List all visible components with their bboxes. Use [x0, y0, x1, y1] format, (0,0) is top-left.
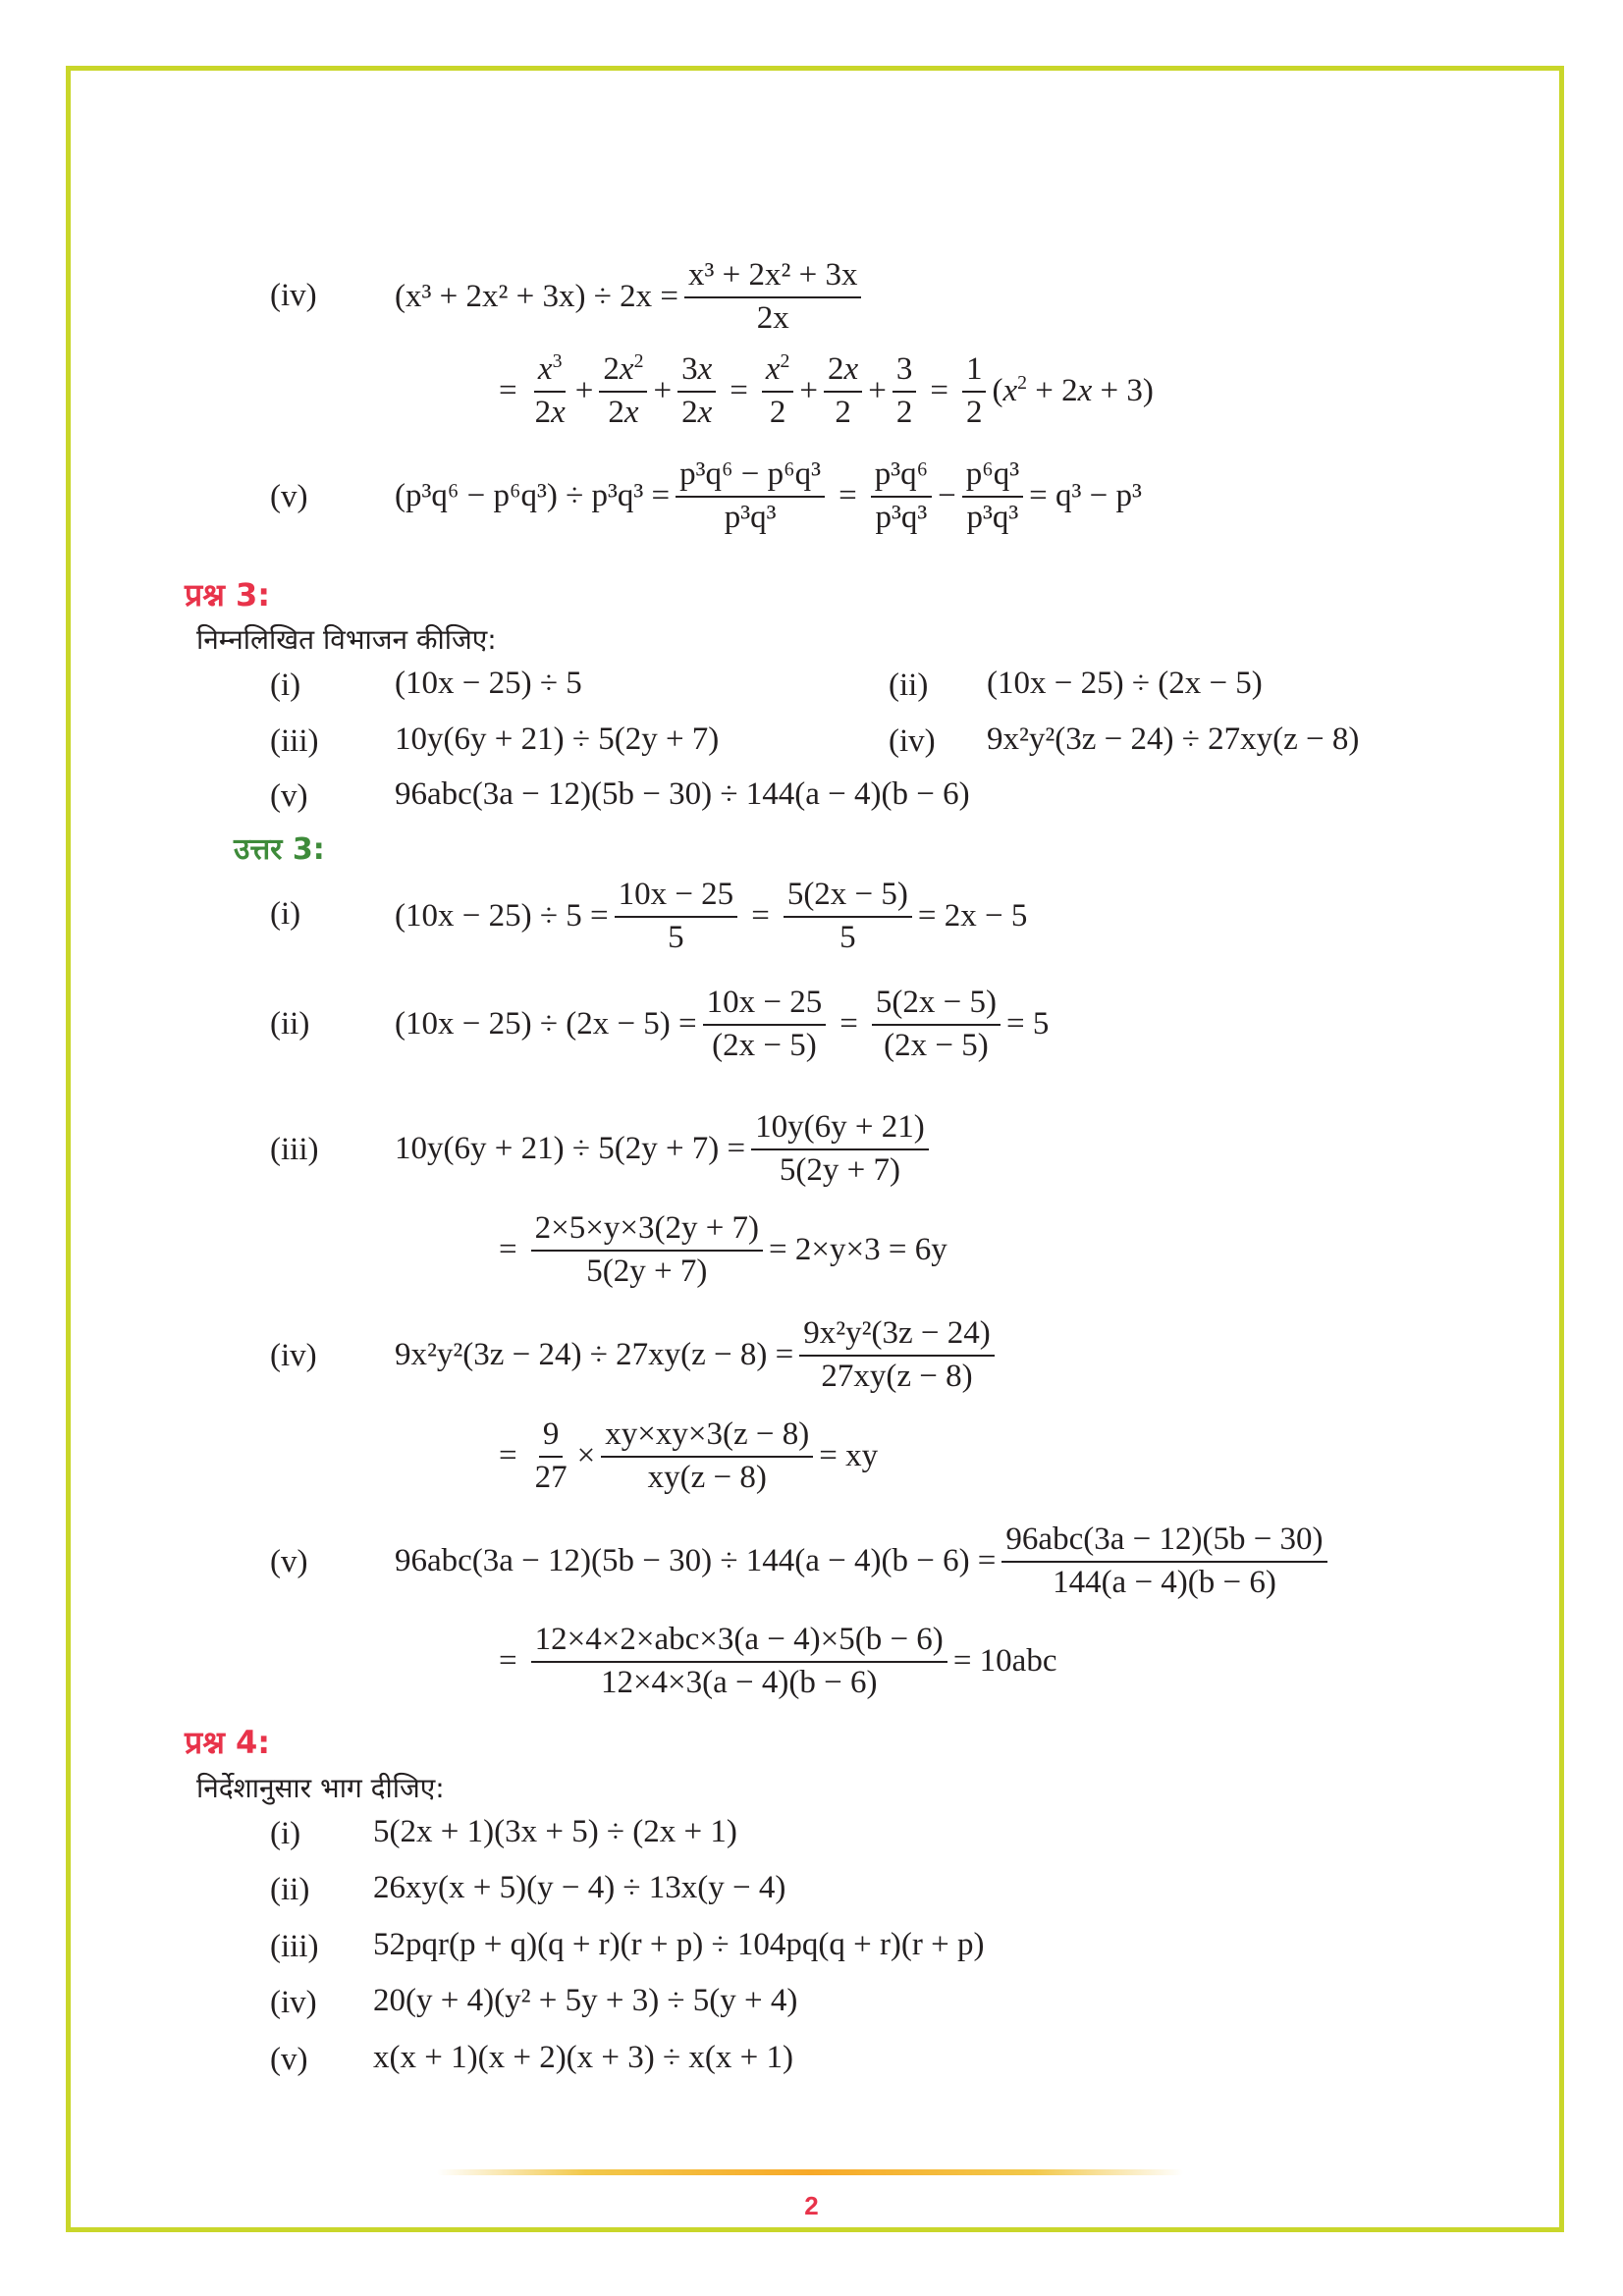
- prev-item-iv-label: (iv): [270, 278, 317, 313]
- result: = 2×y×3 = 6y: [769, 1232, 947, 1268]
- lhs: (10x − 25) ÷ 5 =: [395, 898, 609, 934]
- q3-item-label: (i): [270, 667, 301, 703]
- question-3-heading: प्रश्न 3:: [185, 576, 271, 614]
- lhs: 9x²y²(3z − 24) ÷ 27xy(z − 8) =: [395, 1337, 794, 1373]
- prev-item-v-label: (v): [270, 479, 308, 514]
- fraction: $\frac{xy\times xy\times 3(z - 8)}{xy(z - 8)}$: [601, 1416, 813, 1497]
- q4-item-expr: 5(2x + 1)(3x + 5) ÷ (2x + 1): [373, 1814, 737, 1849]
- fraction: $\frac{\text{p³q⁶ − p⁶q³}}{\text{p³q³}}$: [676, 456, 825, 537]
- result: = 5: [1006, 1006, 1050, 1042]
- q3-item-label: (iii): [270, 723, 319, 759]
- q3-item-label: (ii): [889, 667, 929, 703]
- question-4-heading: प्रश्न 4:: [185, 1724, 271, 1761]
- fraction: $\frac{\text{12×4×2×abc×3(a − 4)×5(b − 6)}}{12\times 4\times 3(a - 4)(b - 6)}$: [531, 1622, 947, 1702]
- fraction: $\frac{\text{96abc(3a − 12)(5b − 30)}}{144(a - 4)(b - 6)}$: [1001, 1522, 1326, 1602]
- q4-item-expr: 20(y + 4)(y² + 5y + 3) ÷ 5(y + 4): [373, 1983, 798, 2018]
- q4-item-expr: 52pqr(p + q)(q + r)(r + p) ÷ 104pq(q + r)(r + p): [373, 1927, 985, 1962]
- q3-item-expr: (10x − 25) ÷ (2x − 5): [987, 666, 1263, 701]
- q3-item-label: (v): [270, 778, 308, 814]
- q3-item-expr: 96abc(3a − 12)(5b − 30) ÷ 144(a − 4)(b − 6): [395, 776, 970, 812]
- fraction: $\frac{10x - 25}{(2x - 5)}$: [703, 985, 827, 1065]
- fraction: $\frac{3x}{2x}$: [677, 351, 716, 432]
- q4-item-label: (i): [270, 1816, 301, 1851]
- q4-item-label: (v): [270, 2042, 308, 2077]
- result: = 10abc: [952, 1643, 1057, 1680]
- a3-i-label: (i): [270, 896, 301, 932]
- q4-item-label: (iii): [270, 1929, 319, 1964]
- fraction: $\frac{\text{p⁶q³}}{\text{p³q³}}$: [962, 456, 1023, 537]
- result: = 2x − 5: [917, 898, 1028, 934]
- q3-item-label: (iv): [889, 723, 936, 759]
- q4-item-label: (ii): [270, 1872, 310, 1907]
- fraction-denominator: 2x: [756, 299, 789, 336]
- fraction: $\frac{\text{9x²y²(3z − 24)}}{27xy(z - 8)}$: [799, 1315, 995, 1396]
- fraction-numerator: x³ + 2x² + 3x: [684, 257, 862, 298]
- fraction: $\frac{\text{p³q⁶}}{\text{p³q³}}$: [871, 456, 932, 537]
- fraction: $\frac{9}{27}$: [534, 1416, 568, 1495]
- q4-item-label: (iv): [270, 1985, 317, 2020]
- prev-iv-lhs: (x³ + 2x² + 3x) ÷ 2x =: [395, 279, 678, 315]
- question-3-instruction: निम्नलिखित विभाजन कीजिए:: [196, 623, 497, 656]
- a3-iii-line2: = $\frac{2\times 5\times y\times 3(2y + 7)}{5(2y + 7)}$ = 2×y×3 = 6y: [499, 1210, 947, 1289]
- fraction: $\frac{x^2}{2}$: [762, 351, 794, 432]
- a3-v-line2: = $\frac{\text{12×4×2×abc×3(a − 4)×5(b − 6)}}{12\times 4\times 3(a - 4)(b - 6)}$ = 10abc: [499, 1622, 1057, 1700]
- a3-ii-line: (10x − 25) ÷ (2x − 5) = $\frac{10x - 25}{(2x - 5)}$ = $\frac{5(2x - 5)}{(2x - 5)}$ = 5: [395, 985, 1050, 1063]
- footer-divider: [437, 2169, 1183, 2175]
- fraction: $\frac{2\times 5\times y\times 3(2y + 7)}{5(2y + 7)}$: [531, 1210, 763, 1291]
- prev-item-v-line: (p³q⁶ − p⁶q³) ÷ p³q³ = $\frac{\text{p³q⁶ − p⁶q³}}{\text{p³q³}}$ = $\frac{\text{p³q⁶}}{\text{p³q³}}$ − $\frac{\text{p⁶q³}}{\text{p³q³}}$ = q³ − p³: [395, 456, 1142, 535]
- fraction: $\frac{5(2x - 5)}{(2x - 5)}$: [872, 985, 1001, 1065]
- a3-i-line: (10x − 25) ÷ 5 = $\frac{10x - 25}{5}$ = $\frac{5(2x - 5)}{5}$ = 2x − 5: [395, 877, 1028, 955]
- question-4-instruction: निर्देशानुसार भाग दीजिए:: [196, 1772, 445, 1804]
- q4-item-expr: 26xy(x + 5)(y − 4) ÷ 13x(y − 4): [373, 1870, 786, 1905]
- result: = xy: [819, 1438, 879, 1474]
- a3-iii-line1: [395, 1109, 935, 1190]
- lhs: (10x − 25) ÷ (2x − 5) =: [395, 1006, 697, 1042]
- a3-iv-line1: [395, 1315, 1001, 1396]
- fraction: $\frac{2x}{2}$: [824, 351, 862, 432]
- lhs: 96abc(3a − 12)(5b − 30) ÷ 144(a − 4)(b − 6) =: [395, 1543, 997, 1579]
- page-number: 2: [804, 2191, 819, 2220]
- prev-iv-fraction: [684, 257, 862, 338]
- a3-v-label: (v): [270, 1544, 308, 1579]
- lhs: 10y(6y + 21) ÷ 5(2y + 7) =: [395, 1131, 746, 1167]
- a3-iii-label: (iii): [270, 1132, 319, 1167]
- prev-v-result: = q³ − p³: [1029, 478, 1142, 514]
- a3-v-line1: [395, 1522, 1333, 1602]
- a3-iv-line2: = $\frac{9}{27}$ × $\frac{xy\times xy\times 3(z - 8)}{xy(z - 8)}$ = xy: [499, 1416, 879, 1495]
- q3-item-expr: 9x²y²(3z − 24) ÷ 27xy(z − 8): [987, 721, 1360, 757]
- fraction: $\frac{10x - 25}{5}$: [615, 877, 738, 957]
- a3-ii-label: (ii): [270, 1006, 310, 1041]
- fraction: $\frac{1}{2}$: [962, 351, 987, 432]
- a3-iv-label: (iv): [270, 1338, 317, 1373]
- fraction: $\frac{x^3}{2x}$: [534, 350, 566, 430]
- fraction: $\frac{5(2x - 5)}{5}$: [784, 877, 912, 957]
- q3-item-expr: 10y(6y + 21) ÷ 5(2y + 7): [395, 721, 720, 757]
- q3-item-expr: (10x − 25) ÷ 5: [395, 666, 582, 701]
- fraction: $\frac{10y(6y + 21)}{5(2y + 7)}$: [751, 1109, 929, 1190]
- q4-item-expr: x(x + 1)(x + 2)(x + 3) ÷ x(x + 1): [373, 2040, 793, 2075]
- prev-item-iv-line1: [395, 257, 867, 338]
- fraction: $\frac{3}{2}$: [893, 351, 917, 432]
- prev-item-iv-line2: = $\frac{x^3}{2x}$ + $\frac{2x^2}{2x}$ + $\frac{3x}{2x}$ = $\frac{x^2}{2}$ + $\frac{2x}{2}$ + $\frac{3}{2}$ = $\frac{1}{2}$ $(x^2 + 2x + 3)$: [499, 350, 1154, 430]
- answer-3-heading: उत्तर 3:: [234, 832, 325, 867]
- fraction: $\frac{2x^2}{2x}$: [599, 351, 647, 432]
- prev-v-lhs: (p³q⁶ − p⁶q³) ÷ p³q³ =: [395, 478, 671, 514]
